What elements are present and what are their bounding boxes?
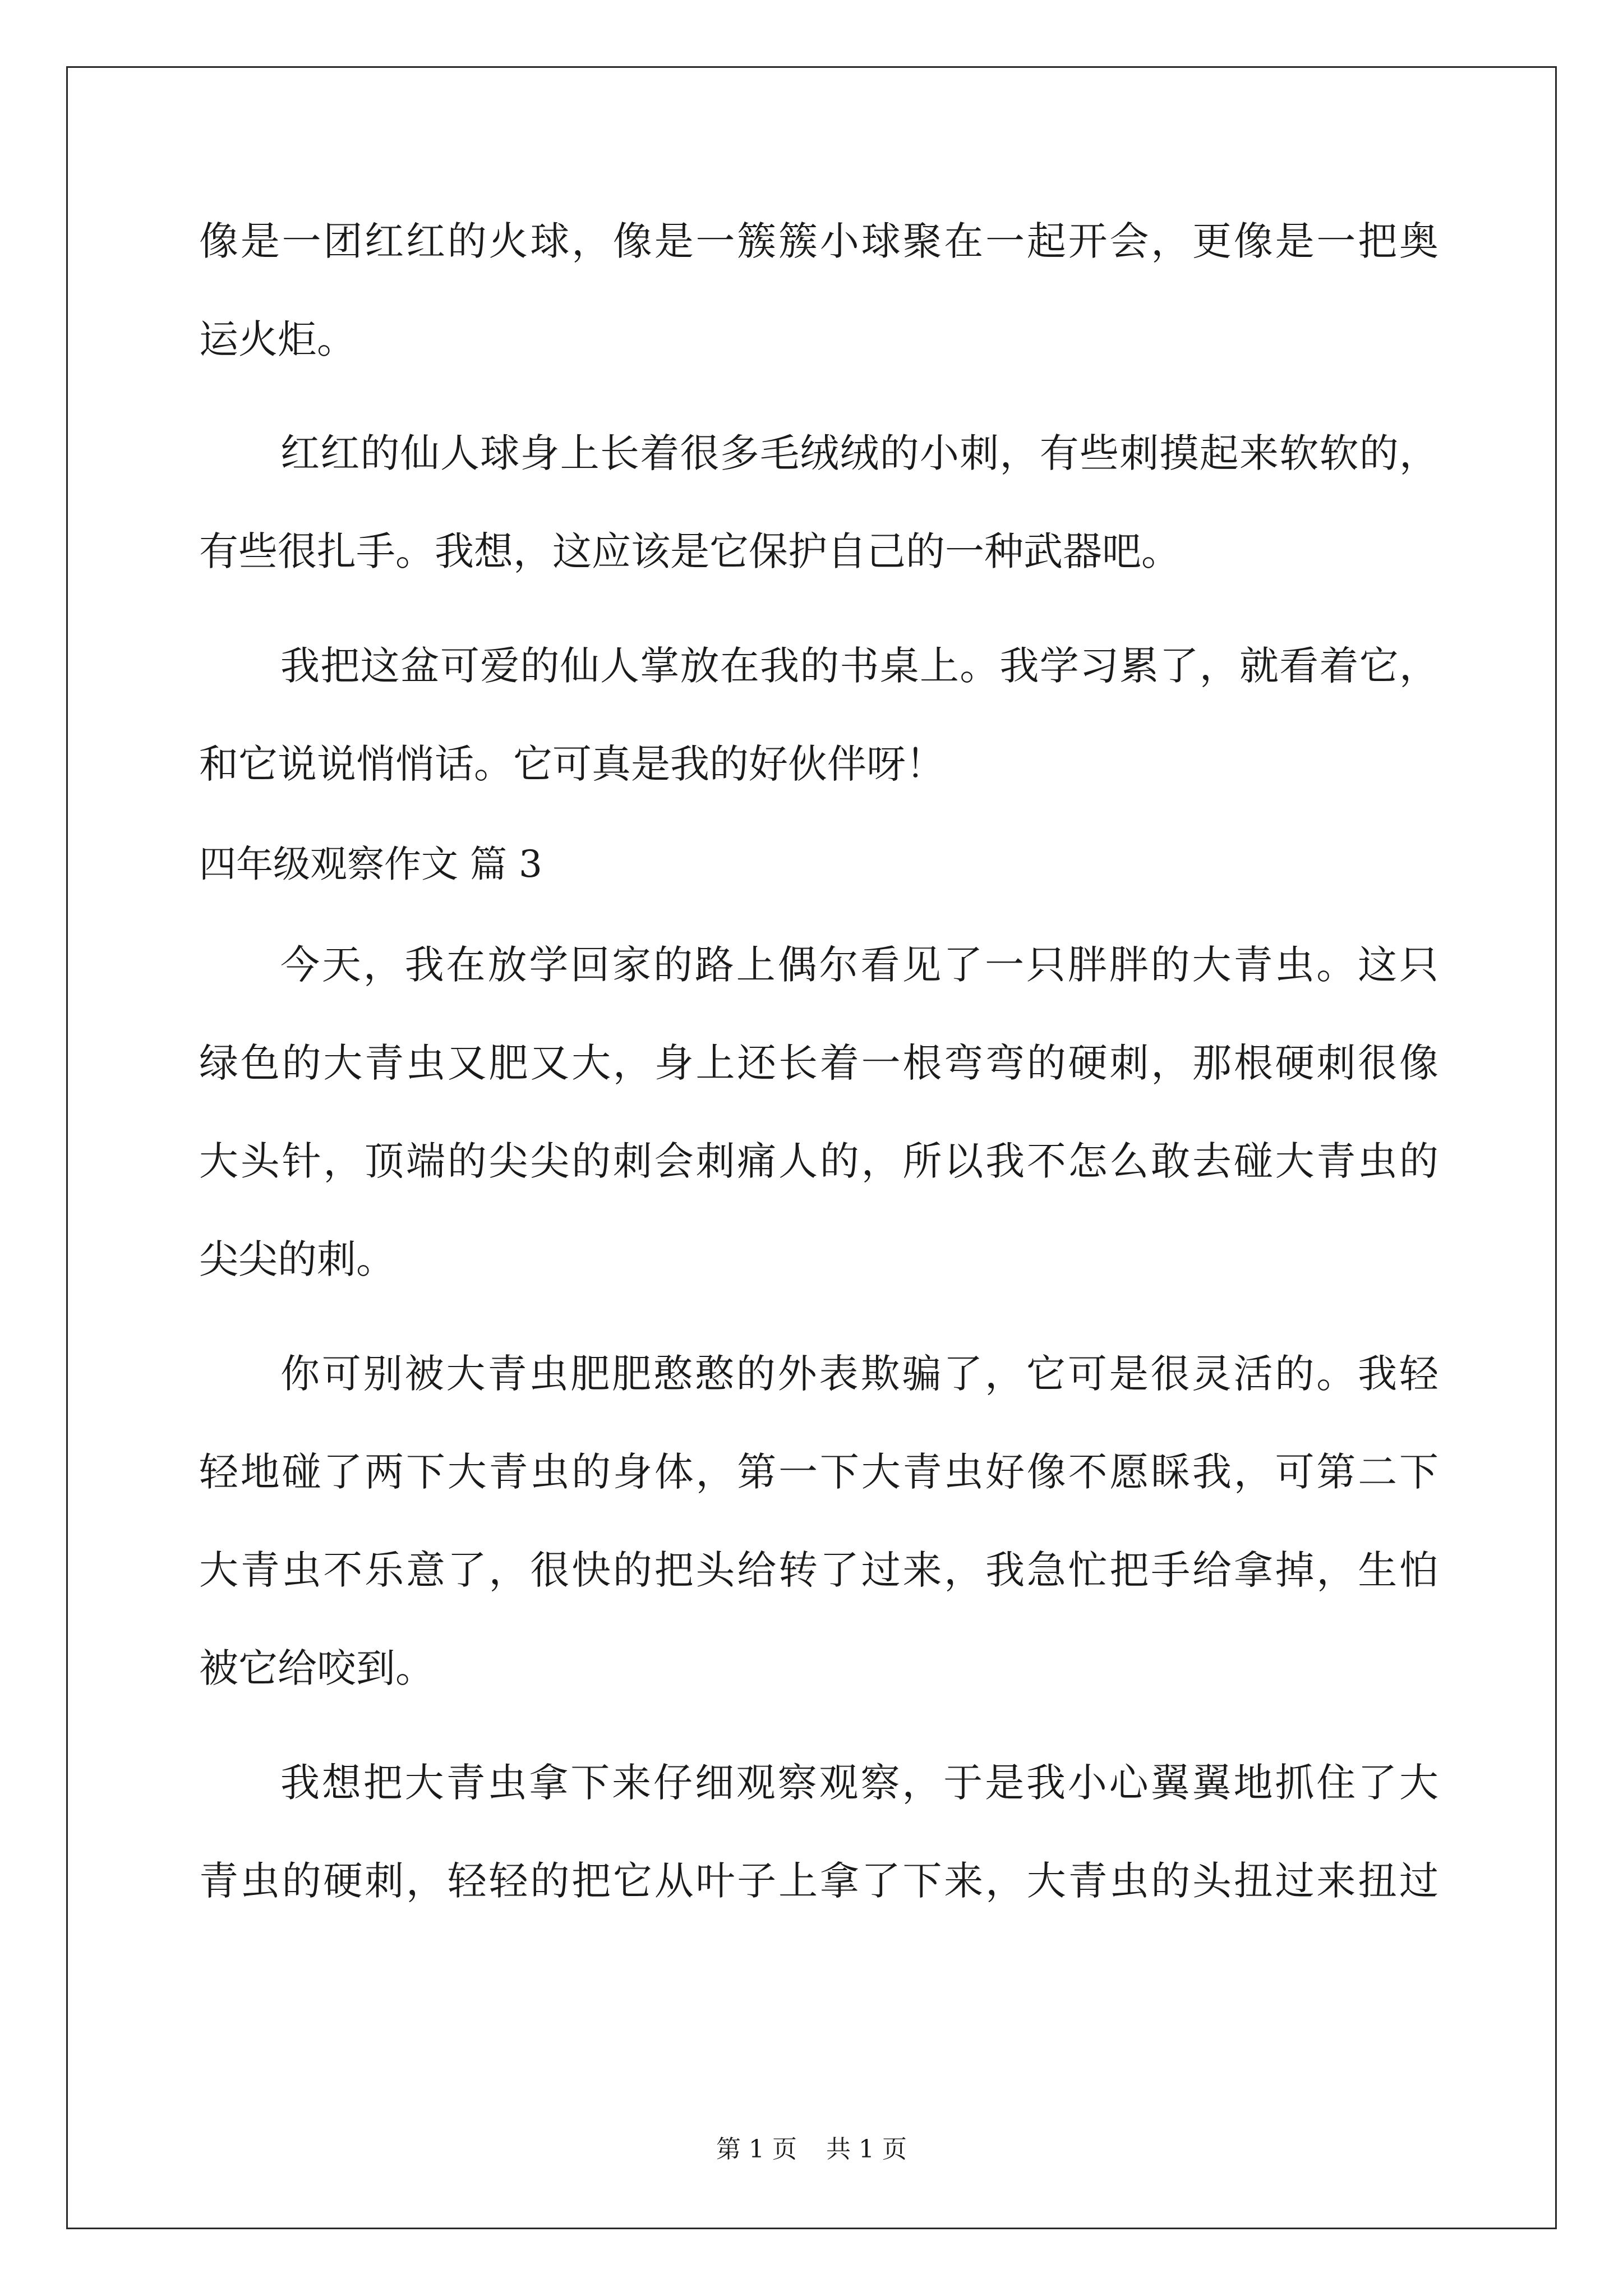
text-line: 大头针，顶端的尖尖的刺会刺痛人的，所以我不怎么敢去碰大青虫的 xyxy=(199,1138,1438,1184)
text-line: 轻地碰了两下大青虫的身体，第一下大青虫好像不愿睬我，可第二下 xyxy=(199,1449,1438,1495)
page-footer xyxy=(0,2133,1623,2166)
paragraph-start-line: 我想把大青虫拿下来仔细观察观察，于是我小心翼翼地抓住了大 xyxy=(280,1760,1438,1806)
page-number-current: 第 1 页 xyxy=(716,2135,797,2164)
text-line: 尖尖的刺。 xyxy=(199,1236,395,1282)
paragraph-start-line: 你可别被大青虫肥肥憨憨的外表欺骗了，它可是很灵活的。我轻 xyxy=(280,1351,1438,1397)
paragraph-start-line: 红红的仙人球身上长着很多毛绒绒的小刺，有些刺摸起来软软的， xyxy=(280,430,1438,476)
text-line: 绿色的大青虫又肥又大，身上还长着一根弯弯的硬刺，那根硬刺很像 xyxy=(199,1040,1438,1086)
text-line: 青虫的硬刺，轻轻的把它从叶子上拿了下来，大青虫的头扭过来扭过 xyxy=(199,1858,1438,1904)
paragraph-start-line: 我把这盆可爱的仙人掌放在我的书桌上。我学习累了，就看着它， xyxy=(280,643,1438,689)
text-line: 像是一团红红的火球，像是一簇簇小球聚在一起开会，更像是一把奥 xyxy=(199,218,1438,264)
page-number-total: 共 1 页 xyxy=(826,2135,907,2164)
paragraph-start-line: 今天，我在放学回家的路上偶尔看见了一只胖胖的大青虫。这只 xyxy=(280,942,1438,988)
text-line: 和它说说悄悄话。它可真是我的好伙伴呀！ xyxy=(199,741,945,787)
text-line: 大青虫不乐意了，很快的把头给转了过来，我急忙把手给拿掉，生怕 xyxy=(199,1547,1438,1593)
text-line: 有些很扎手。我想，这应该是它保护自己的一种武器吧。 xyxy=(199,528,1181,574)
text-line: 运火炬。 xyxy=(199,316,356,362)
text-line: 被它给咬到。 xyxy=(199,1645,435,1691)
section-heading: 四年级观察作文 篇 3 xyxy=(199,843,542,886)
